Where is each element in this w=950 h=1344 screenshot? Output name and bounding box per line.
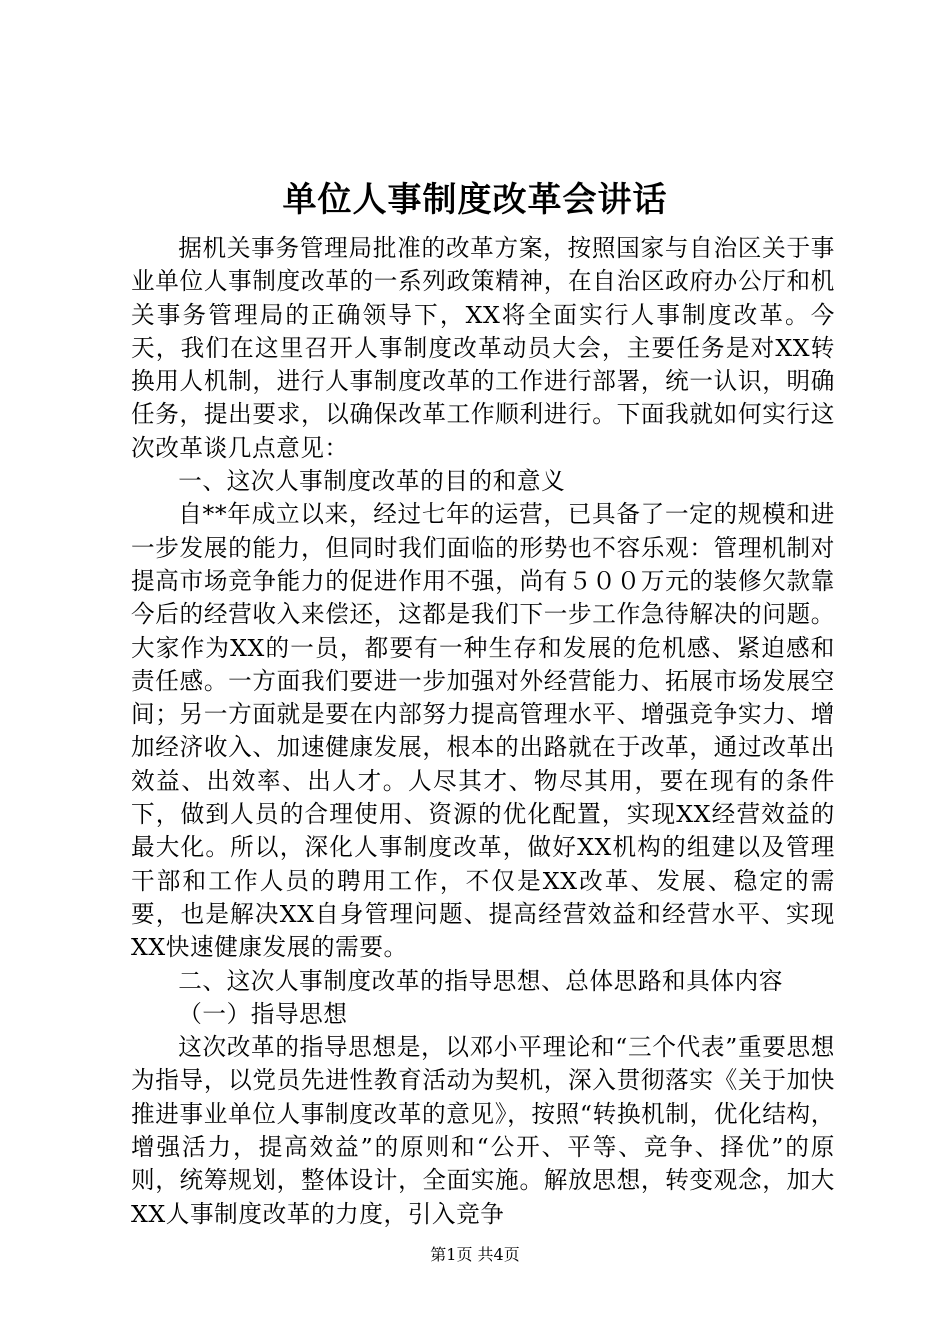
document-title: 单位人事制度改革会讲话 bbox=[282, 180, 668, 220]
subsection-heading-1: （一）指导思想 bbox=[178, 999, 348, 1028]
paragraph-guiding-thought: 这次改革的指导思想是，以邓小平理论和“三个代表”重要思想为指导，以党员先进性教育活动为契机，深入贯彻落实《关于加快推进事业单位人事制度改革的意见》，按照“转换机制，优化结构，增强活力，提高效益”的原则和“公开、平等、竞争、择优”的原则，统筹规划，整体设计，全面实施。解放思想，转变观念，加大XX人事制度改革的力度，引入竞争 bbox=[131, 1033, 835, 1228]
document-body bbox=[131, 232, 835, 1231]
paragraph-intro: 据机关事务管理局批准的改革方案，按照国家与自治区关于事业单位人事制度改革的一系列政策精神，在自治区政府办公厅和机关事务管理局的正确领导下，XX将全面实行人事制度改革。今天，我们在这里召开人事制度改革动员大会，主要任务是对XX转换用人机制，进行人事制度改革的工作进行部署，统一认识，明确任务，提出要求，以确保改革工作顺利进行。下面我就如何实行这次改革谈几点意见： bbox=[131, 234, 835, 462]
section-heading-1: 一、这次人事制度改革的目的和意义 bbox=[178, 467, 566, 496]
paragraph-purpose: 自**年成立以来，经过七年的运营，已具备了一定的规模和进一步发展的能力，但同时我们面临的形势也不容乐观：管理机制对提高市场竞争能力的促进作用不强，尚有５００万元的装修欠款靠今后的经营收入来偿还，这都是我们下一步工作急待解决的问题。大家作为XX的一员，都要有一种生存和发展的危机感、紧迫感和责任感。一方面我们要进一步加强对外经营能力、拓展市场发展空间；另一方面就是要在内部努力提高管理水平、增强竞争实力、增加经济收入、加速健康发展，根本的出路就在于改革，通过改革出效益、出效率、出人才。人尽其才、物尽其用，要在现有的条件下，做到人员的合理使用、资源的优化配置，实现XX经营效益的最大化。所以，深化人事制度改革，做好XX机构的组建以及管理干部和工作人员的聘用工作，不仅是XX改革、发展、稳定的需要，也是解决XX自身管理问题、提高经营效益和经营水平、实现XX快速健康发展的需要。 bbox=[131, 500, 835, 962]
page-footer: 第1页 共4页 bbox=[430, 1245, 520, 1264]
section-heading-2: 二、这次人事制度改革的指导思想、总体思路和具体内容 bbox=[178, 966, 784, 995]
